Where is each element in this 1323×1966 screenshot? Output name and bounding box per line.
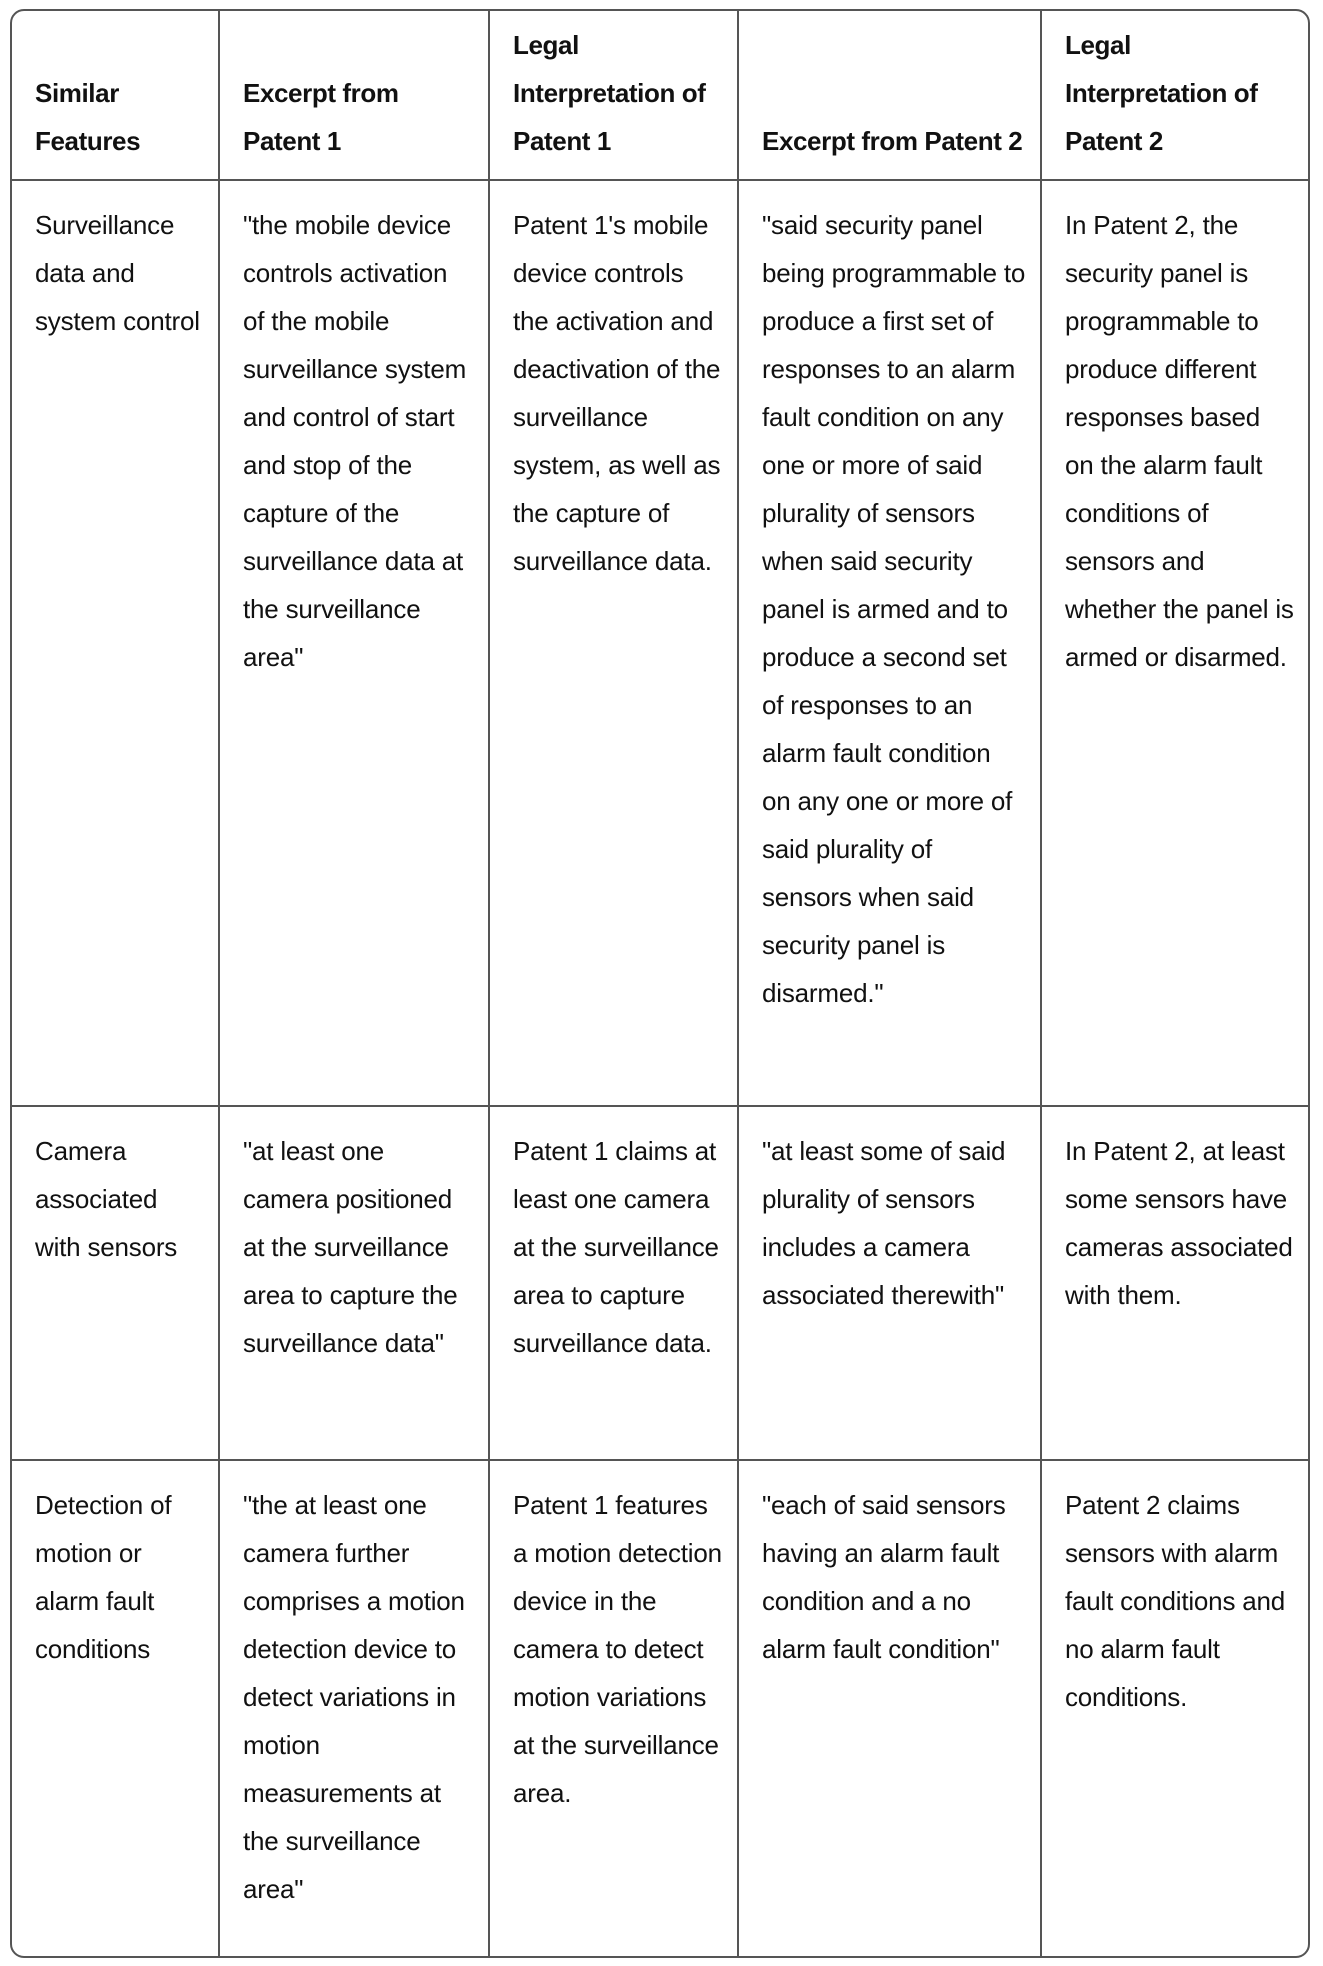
cell-excerpt-patent-2: "said security panel being programmable to produce a first set of responses to an alarm fault condition on any one or more of said plurality of sensors when said security panel is armed and to produce a second set of responses to an alarm fault condition on any one or more of said plurality of sensors when said security panel is disarmed."	[738, 180, 1041, 1106]
table-row	[12, 1460, 1308, 1956]
header-excerpt-patent-1: Excerpt from Patent 1	[219, 11, 489, 180]
cell-interpretation-patent-1: Patent 1 claims at least one camera at the surveillance area to capture surveillance data.	[489, 1106, 738, 1460]
cell-interpretation-patent-1: Patent 1's mobile device controls the activation and deactivation of the surveillance system, as well as the capture of surveillance data.	[489, 180, 738, 1106]
cell-interpretation-patent-2: In Patent 2, the security panel is programmable to produce different responses based on the alarm fault conditions of sensors and whether the panel is armed or disarmed.	[1041, 180, 1308, 1106]
cell-excerpt-patent-2: "at least some of said plurality of sensors includes a camera associated therewith"	[738, 1106, 1041, 1460]
cell-interpretation-patent-2: Patent 2 claims sensors with alarm fault conditions and no alarm fault conditions.	[1065, 1490, 1286, 1712]
header-interpretation-patent-2: Legal Interpretation of Patent 2	[1041, 11, 1308, 180]
cell-interpretation-patent-1: Patent 1 features a motion detection device in the camera to detect motion variations at the surveillance area.	[489, 1460, 738, 1956]
cell-excerpt-patent-1: "the mobile device controls activation of the mobile surveillance system and control of start and stop of the capture of the surveillance data at the surveillance area"	[219, 180, 489, 1106]
comparison-table-frame	[10, 9, 1310, 1958]
cell-excerpt-patent-1: "at least one camera positioned at the surveillance area to capture the surveillance data"	[219, 1106, 489, 1460]
cell-feature: Camera associated with sensors	[12, 1106, 219, 1460]
patent-comparison-table	[12, 11, 1308, 1956]
table-row	[12, 180, 1308, 1106]
table-row	[12, 1106, 1308, 1460]
header-interpretation-patent-1: Legal Interpretation of Patent 1	[489, 11, 738, 180]
cell-interpretation-patent-2: In Patent 2, at least some sensors have cameras associated with them.	[1041, 1106, 1308, 1460]
cell-feature: Surveillance data and system control	[12, 180, 219, 1106]
header-excerpt-patent-2: Excerpt from Patent 2	[738, 11, 1041, 180]
cell-feature: Detection of motion or alarm fault conditions	[12, 1460, 219, 1956]
header-similar-features: Similar Features	[12, 11, 219, 180]
table-header-row	[12, 11, 1308, 180]
cell-excerpt-patent-1: "the at least one camera further comprises a motion detection device to detect variations in motion measurements at the surveillance area"	[219, 1460, 489, 1956]
cell-excerpt-patent-2: "each of said sensors having an alarm fault condition and a no alarm fault condition"	[738, 1460, 1041, 1956]
